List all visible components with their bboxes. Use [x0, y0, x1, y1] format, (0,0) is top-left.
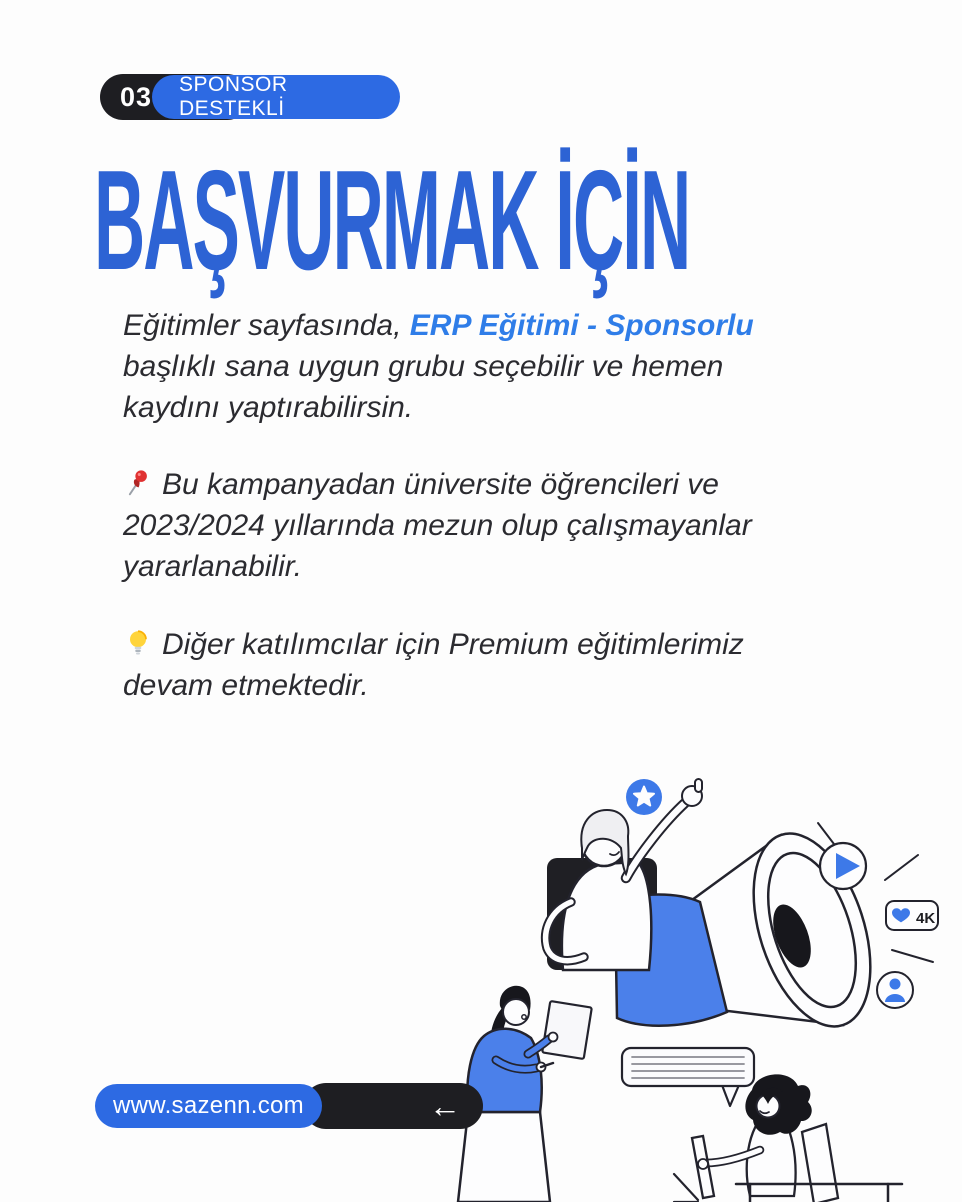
slide-tag-label: SPONSOR DESTEKLİ: [179, 73, 288, 120]
paragraph-eligibility: [123, 465, 828, 587]
slide-number: 03: [120, 81, 153, 112]
slide-tag-pill: [152, 75, 400, 119]
pushpin-icon: [123, 468, 153, 498]
promotion-illustration: [440, 760, 962, 1202]
lightbulb-icon: [123, 628, 153, 658]
intro-text-end: başlıklı sana uygun grubu seçebilir ve hemen kaydını yaptırabilirsin.: [123, 349, 724, 424]
eligibility-text: Bu kampanyadan üniversite öğrencileri ve 2023/2024 yıllarında mezun olup çalışmayanlar yararlanabilir.: [123, 468, 752, 583]
body-text: [123, 306, 828, 743]
paragraph-intro: [123, 306, 828, 428]
speech-bubble: [622, 1048, 754, 1106]
website-label: www.sazenn.com: [113, 1092, 304, 1119]
paragraph-premium: [123, 625, 828, 707]
back-arrow-button[interactable]: [303, 1083, 483, 1129]
footer-nav: [95, 1083, 461, 1129]
slide-header-badges: [100, 74, 400, 120]
website-pill[interactable]: [95, 1084, 322, 1128]
likes-count: 4K: [916, 910, 936, 927]
presenter-character: [546, 779, 727, 1026]
intro-text-start: Eğitimler sayfasında,: [123, 309, 410, 342]
play-badge-icon: [820, 843, 866, 889]
likes-badge: [886, 901, 938, 930]
page-title: BAŞVURMAK İÇİN: [94, 141, 690, 300]
back-arrow-icon: ←: [429, 1087, 461, 1124]
premium-text: Diğer katılımcılar için Premium eğitimlerimiz devam etmektedir.: [123, 627, 744, 702]
star-badge-icon: [626, 779, 662, 815]
handout-card: [542, 1001, 592, 1059]
seated-character: [674, 1074, 902, 1202]
follower-badge-icon: [877, 972, 913, 1008]
erp-course-highlight: ERP Eğitimi - Sponsorlu: [409, 309, 754, 342]
